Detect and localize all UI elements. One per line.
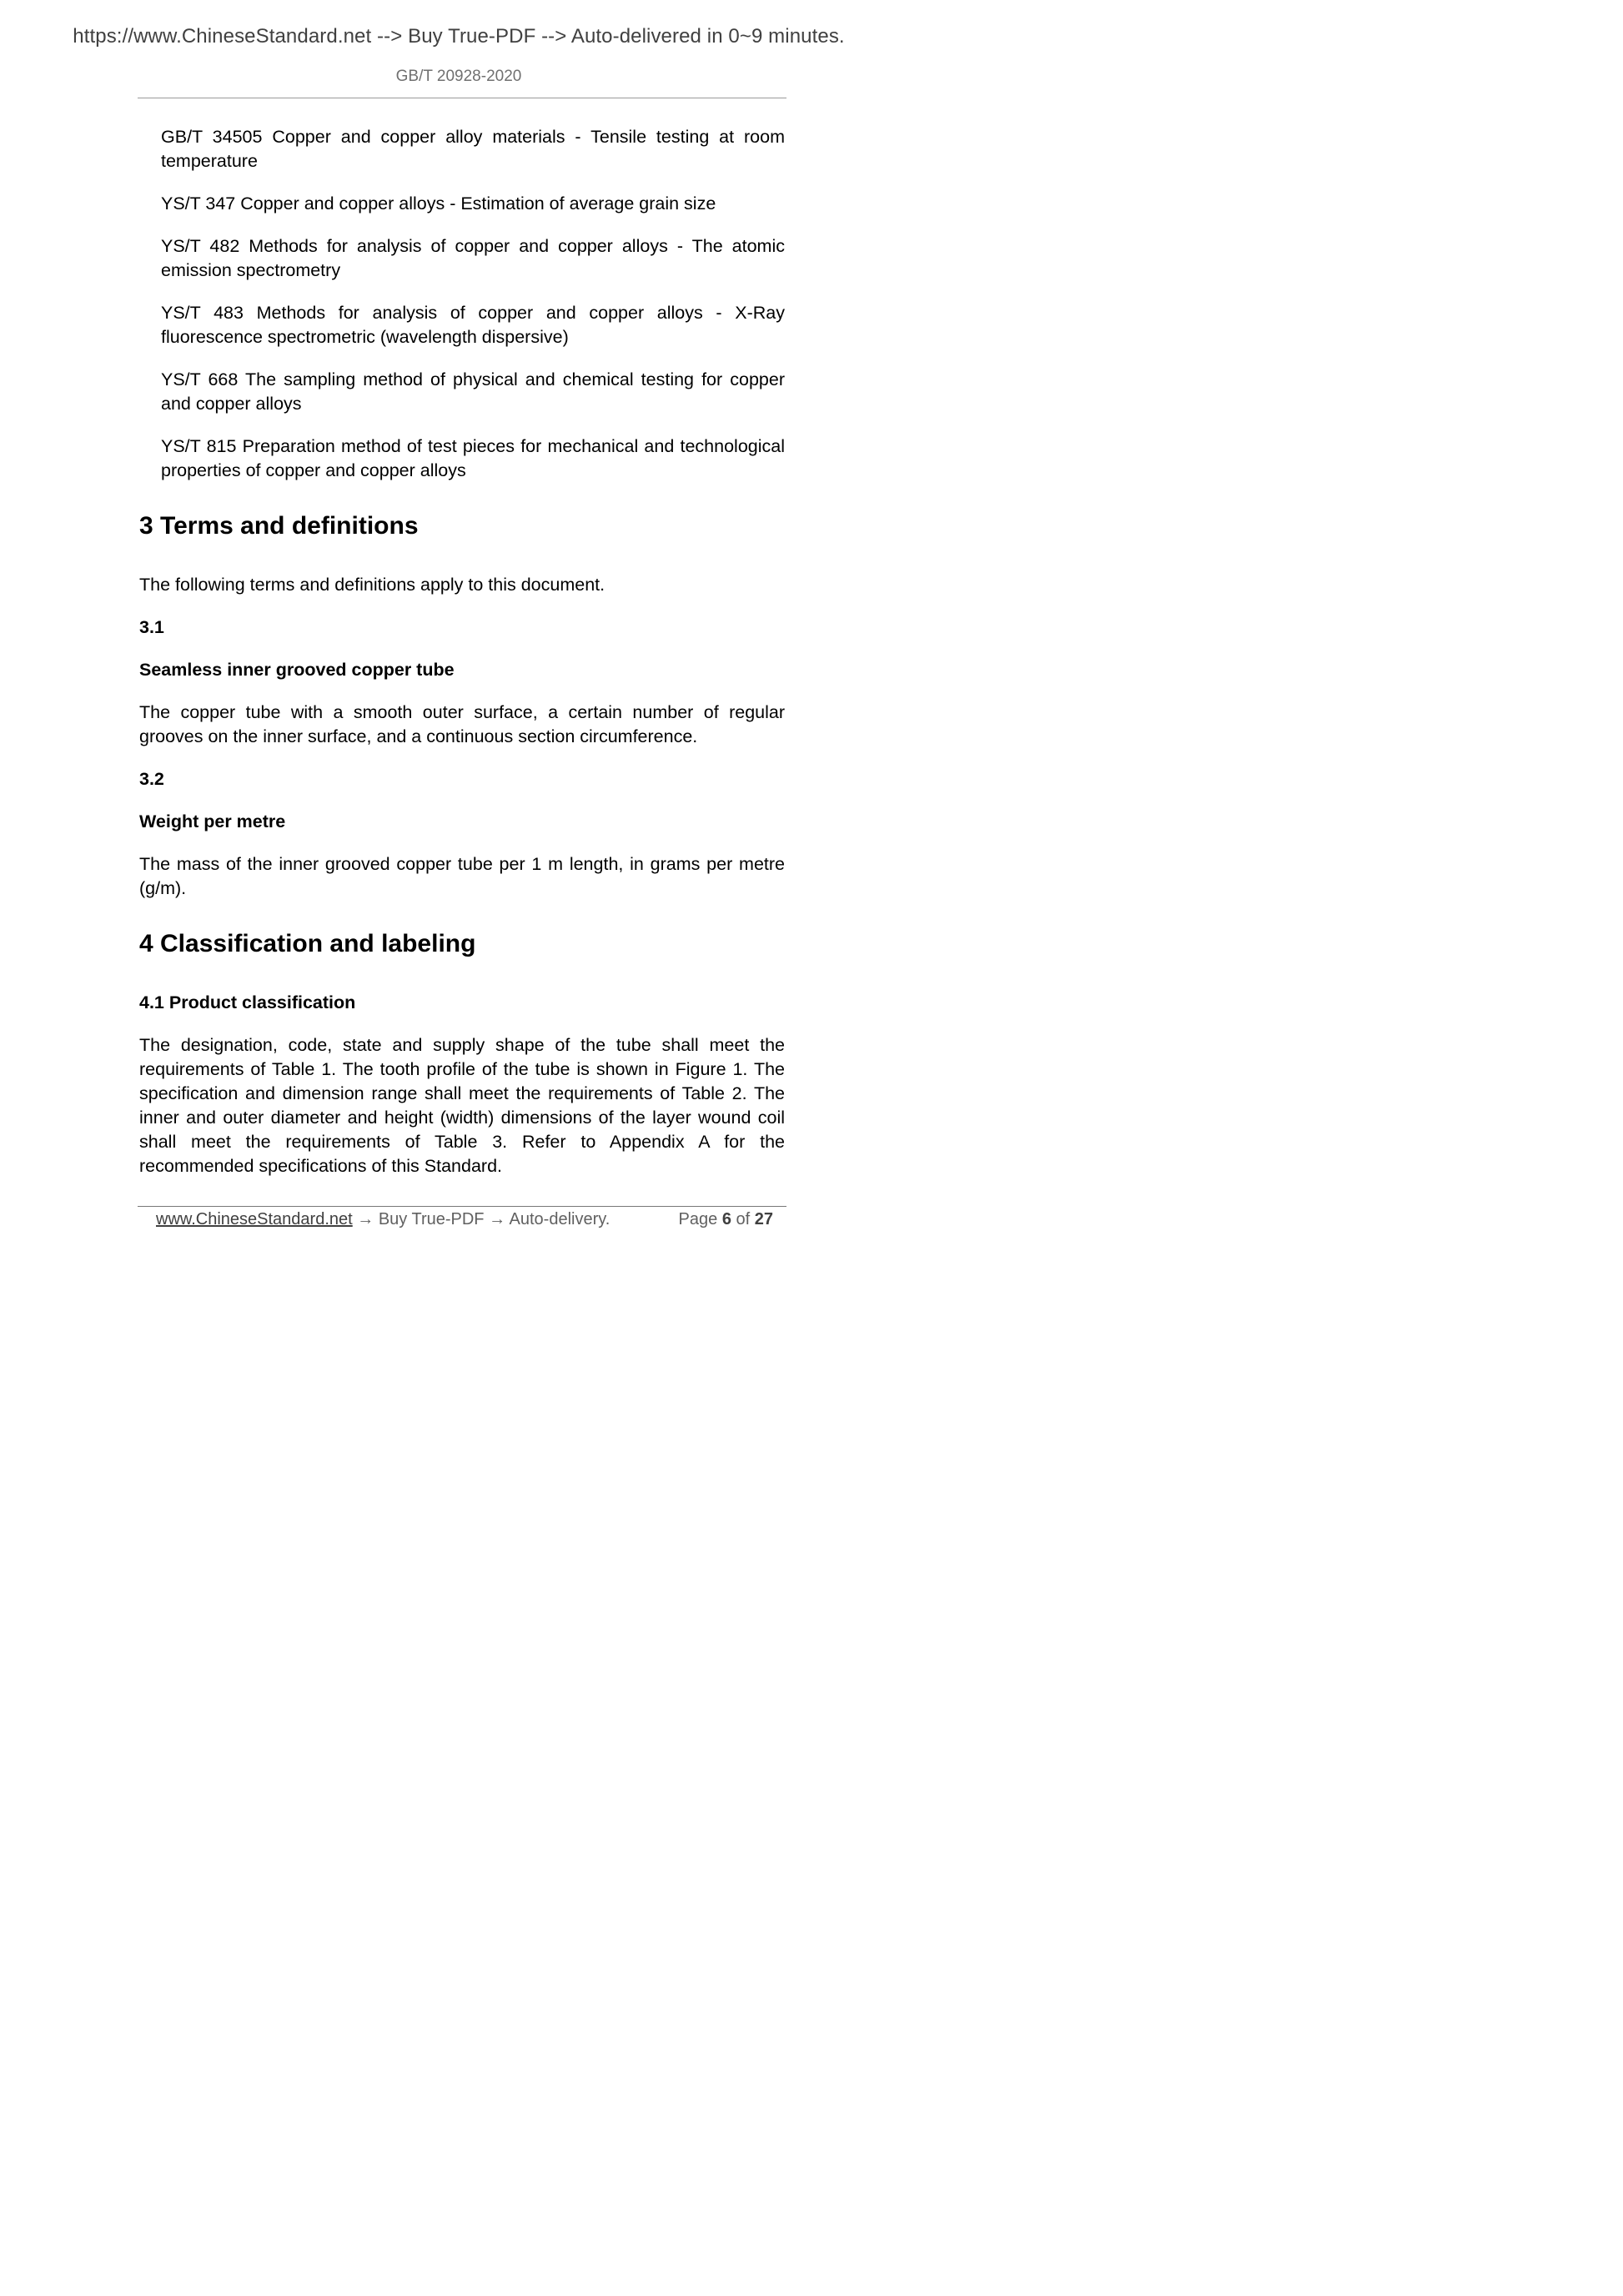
term-definition: The mass of the inner grooved copper tube per 1 m length, in grams per metre (g/m).: [139, 854, 785, 898]
term-definition: The copper tube with a smooth outer surface, a certain number of regular grooves on the inner surface, and a continuous section circumference.: [139, 702, 785, 746]
page-content: [139, 125, 785, 1197]
section-3-heading: 3 Terms and definitions: [139, 512, 419, 540]
page-total: 27: [754, 1210, 773, 1228]
reference-item: GB/T 34505 Copper and copper alloy materials - Tensile testing at room temperature: [161, 127, 785, 171]
term-number: 3.1: [139, 617, 164, 637]
term-number: 3.2: [139, 769, 164, 789]
document-code: GB/T 20928-2020: [395, 68, 522, 85]
page-number: [679, 1210, 773, 1229]
footer-site-link[interactable]: www.ChineseStandard.net: [156, 1210, 353, 1228]
reference-item: YS/T 482 Methods for analysis of copper and copper alloys - The atomic emission spectrometry: [161, 236, 785, 280]
section-4-heading: 4 Classification and labeling: [139, 930, 476, 957]
footer-tagline: → Buy True-PDF → Auto-delivery.: [357, 1210, 611, 1228]
page-current: 6: [721, 1210, 731, 1228]
footer-divider: [138, 1206, 786, 1207]
section-4-1-body: The designation, code, state and supply shape of the tube shall meet the requirements of Table 1. The tooth profile of the tube is shown in Figure 1. The specification and dimension range shall meet the requirements of Table 2. The inner and outer diameter and height (width) dimensions of the layer wound coil shall meet the requirements of Table 3. Refer to Appendix A for the recommended specifications of this Standard.: [139, 1035, 785, 1176]
normative-references-list: [161, 125, 785, 483]
reference-item: YS/T 815 Preparation method of test pieces for mechanical and technological properties of copper and copper alloys: [161, 436, 785, 480]
page-label: Page: [678, 1210, 718, 1228]
reference-item: YS/T 668 The sampling method of physical and chemical testing for copper and copper alloys: [161, 369, 785, 414]
term-title: Weight per metre: [139, 811, 286, 831]
term-title: Seamless inner grooved copper tube: [139, 660, 455, 680]
page-of: of: [736, 1210, 751, 1228]
reference-item: YS/T 347 Copper and copper alloys - Estimation of average grain size: [161, 193, 716, 214]
section-4-1-heading: 4.1 Product classification: [139, 992, 356, 1012]
footer-left: [156, 1210, 610, 1229]
top-banner: https://www.ChineseStandard.net --> Buy True-PDF --> Auto-delivered in 0~9 minutes.: [73, 25, 845, 48]
reference-item: YS/T 483 Methods for analysis of copper and copper alloys - X-Ray fluorescence spectrometric (wavelength dispersive): [161, 303, 785, 347]
page-footer: [156, 1210, 773, 1229]
section-3-intro: The following terms and definitions apply to this document.: [139, 575, 605, 595]
